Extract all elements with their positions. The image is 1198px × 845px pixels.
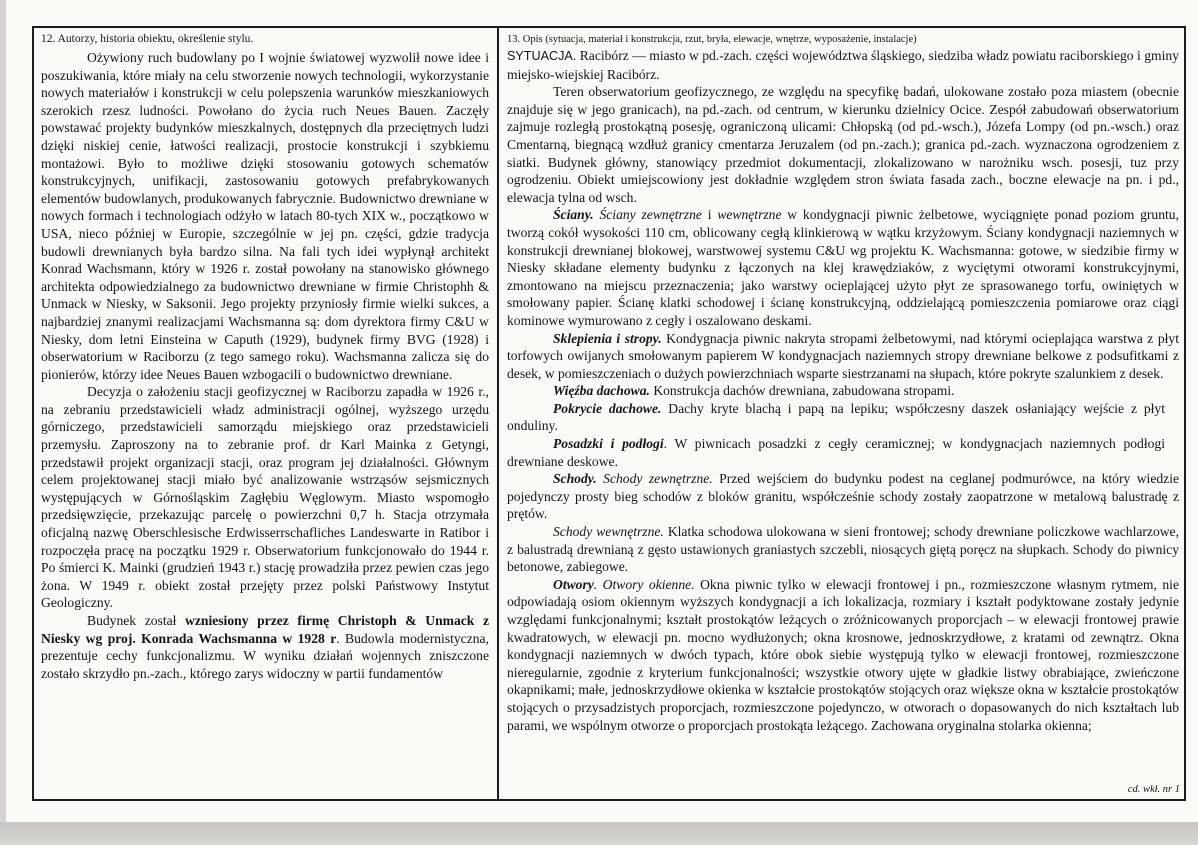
- roof-label: Pokrycie dachowe.: [553, 400, 662, 416]
- paragraph-building-rest: . Budowla modernistyczna, prezentuje cechy funkcjonalizmu. W wyniku działań wojennych zniszczone zostało skrzydło pn.-zach., którego zarys widoczny w partii fundamentów: [41, 630, 489, 681]
- situation-label: SYTUACJA.: [507, 49, 577, 63]
- continuation-note: cd. wkł. nr 1: [1127, 784, 1180, 795]
- roof-paragraph: [507, 400, 1179, 435]
- paragraph-building: [41, 612, 489, 682]
- vaults-paragraph: [507, 330, 1179, 383]
- vaults-text: Kondygnacja piwnic nakryta stropami żelbetowymi, nad którymi ocieplająca warstwa z płyt torfowych owijanych smołowanym papierem W kondygnacjach naziemnych stropy drewniane belkowe z podsufitkami z desek, w pomieszczeniach o dużych powierzchniach wsparte siestrzanami na słupach, które pokryte szalunkiem z desek.: [507, 330, 1179, 381]
- section-header-12: 12. Autorzy, historia obiektu, określenie stylu.: [41, 33, 254, 45]
- walls-paragraph: [507, 206, 1179, 329]
- paragraph-neues-bauen: Ożywiony ruch budowlany po I wojnie światowej wyzwolił nowe idee i poszukiwania, które miały na celu stworzenie nowych technologii, wykorzystanie nowych materiałów i konstrukcji w celu polepszenia warunków mieszkaniowych szerokich rzesz ludności. Powołano do życia ruch Neues Bauen. Zaczęły powstawać projekty budynków mieszkalnych, dostępnych dla przeciętnych ludzi dzięki niskiej cenie, łatwości realizacji, prostocie konstrukcji i szybkiemu montażowi. Było to możliwe dzięki stosowaniu gotowych schematów konstrukcyjnych, unifikacji, zastosowaniu gotowych prefabrykowanych elementów budowlanych, produkowanych fabrycznie. Budownictwo drewniane w nowych formach i technologiach odżyło w latach 80-tych XIX w., początkowo w USA, nieco później w Europie, szczególnie w jej pn. części, gdzie tradycja budowli drewnianych była bardzo silna. Na fali tych idei wypłynął architekt Konrad Wachsmann, który w 1926 r. został powołany na stanowisko głównego architekta odpowiedzialnego za budownictwo drewniane w firmie Christophh & Unmack w Niesky, w Saksonii. Jego projekty przyniosły firmie wielki sukces, a najbardziej znanymi realizacjami Wachsmanna są: dom dyrektora firmy C&U w Niesky, dom letni Einsteina w Caputh (1929), budynek firmy BVG (1928) i obserwatorium w Raciborzu (z tego samego roku). Wachsmanna zalicza się do pionierów, którzy idee Neues Bauen wzbogacili o budownictwo drewniane.: [41, 50, 489, 382]
- walls-subheading: Ściany zewnętrzne: [599, 207, 702, 223]
- paragraph-station-founding: Decyzja o założeniu stacji geofizycznej w Raciborzu zapadła w 1926 r., na zebraniu przedstawicieli władz administracji ogólnej, wyższego urzędu górniczego, przedstawicieli samorządu miejskiego oraz przedstawicieli przemysłu. Zaproszony na to zebranie prof. dr Karl Mainka z Getyngi, przedstawił projekt organizacji stacji, oraz program jej działalności. Głównym celem projektowanej stacji miało być analizowanie wstrząsów sejsmicznych występujących w Górnośląskim Zagłębiu Węglowym. Miasto wspomogło przedsięwzięcie, przekazując parcelę o powierzchni 0,7 h. Stacja otrzymała oficjalną nazwę Oberschlesische Erdwisserrschafliches Landeswarte in Ratibor i rozpoczęła pracę na początku 1929 r. Obserwatorium funkcjonowało do 1944 r. Po śmierci K. Mainki (grudzień 1943 r.) stację prowadziła przez pewien czas jego żona. W 1949 r. obiekt został przejęty przez polski Państwowy Instytut Geologiczny.: [41, 384, 489, 611]
- openings-text: Okna piwnic tylko w elewacji frontowej i pn., rozmieszczone własnym rytmem, nie odpowiadają osiom okiennym wyższych kondygnacji a ich lokalizacja, rozmiary i kształt podyktowane zostały jedynie względami funkcjonalnymi; kształt prostokątów leżących o zróżnicowanych proporcjach – w elewacji frontowej prawie kwadratowych, w elewacji pn. mocno wydłużonych; okna krosnowe, jednoskrzydłowe, z kratami od zewnątrz. Okna kondygnacji naziemnych w dwóch typach, które obok siebie występują tylko w elewacji frontowej, rozmieszczone nieregularnie, zgodnie z kryterium funkcjonalności; wszystkie otwory ujęte w gładkie listwy obrabiające, zwieńczone okapnikami; małe, jednoskrzydłowe okienka w kształcie prostokątów stojących oraz większe okna w kształcie prostokątów stojących o przysadzistych proporcjach, rozmieszczone pojedynczo, w otworach o dopasowanych do nich kształtach lub parami, we wspólnym otworze o proporcjach prostokąta leżącego. Zachowana oryginalna stolarka okienna;: [507, 576, 1179, 733]
- form-frame: [32, 26, 1186, 801]
- openings-label: Otwory: [553, 576, 594, 592]
- site-paragraph: Teren obserwatorium geofizycznego, ze względu na specyfikę badań, ulokowane zostało poza miastem (obecnie znajduje się w jego granicach), na pd.-zach. od centrum, w kierunku dzielnicy Ocice. Zespół zabudowań obserwatorium zajmuje rozległą prostokątną posesję, ograniczoną ulicami: Chłopską (od pd.-wsch.), Józefa Lompy (od pn.-wsch.) oraz Cmentarną, biegnącą wzdłuż granicy cmentarza Jeruzalem (od pn.-zach.); granica pd.-zach. wyznaczona ogrodzeniem z siatki. Budynek główny, stanowiący przedmiot dokumentacji, zlokalizowano w narożniku wsch. posesji, tuz przy ogrodzeniu. Obiekt umiejscowiony jest dokładnie względem stron świata fasada zach., boczne elewacje na pn. i pd., elewacja tylna od wsch.: [507, 84, 1179, 205]
- stairs-paragraph: [507, 470, 1179, 523]
- column-history: [41, 32, 489, 682]
- vaults-label: Sklepienia i stropy.: [553, 330, 662, 346]
- stairs-subheading: Schody zewnętrzne.: [596, 471, 713, 487]
- stairs-interior-subheading: Schody wewnętrzne.: [553, 524, 664, 540]
- document-sheet: [6, 0, 1198, 822]
- floors-paragraph: [507, 435, 1179, 470]
- stairs-interior-text: Klatka schodowa ulokowana w sieni frontowej; schody drewniane policzkowe wachlarzowe, z balustradą drewnianą z gęsto ustawionych graniastych szczebli, niosących giętą poręcz na słupkach. Schody do piwnicy betonowe, zabiegowe.: [507, 524, 1179, 575]
- column-divider: [497, 28, 499, 799]
- truss-text: Konstrukcja dachów drewniana, zabudowana stropami.: [649, 383, 955, 399]
- roof-text: Dachy kryte blachą i papą na lepiku; współczesny daszek osłaniający wejście z płyt onduliny.: [507, 400, 1165, 434]
- walls-text: w kondygnacji piwnic żelbetowe, wyciągnięte ponad poziom gruntu, tworzą cokół wysokości 110 cm, oblicowany cegłą klinkierową w wątku krzyżowym. Ściany kondygnacji naziemnych w konstrukcji drewnianej blokowej, warstwowej systemu C&U wg projektu K. Wachsmanna: gotowe, w siedzibie firmy w Niesky składane elementy budynku z łączonych na klej krawędziaków, z wyciętymi otworami konstrukcyjnymi, zmontowano na miejscu przeznaczenia; jako warstwy ocieplającej użyto płyt ze sprasowanego torfu, owiniętych w smołowany papier. Ścianę klatki schodowej i ścianę konstrukcyjną, oddzielającą pomieszczenia pomiarowe oraz ciągi kominowe wymurowano z cegły i oszalowano deskami.: [507, 207, 1179, 328]
- walls-conjunction: i: [701, 207, 718, 223]
- stairs-label: Schody.: [553, 471, 597, 487]
- builder-attribution: wzniesiony przez firmę Christoph & Unmack z Niesky wg proj. Konrada Wachsmanna w 1928 r: [41, 613, 489, 646]
- situation-paragraph: [507, 47, 1179, 83]
- stairs-interior-paragraph: [507, 523, 1179, 576]
- situation-text: Racibórz — miasto w pd.-zach. części województwa śląskiego, siedziba władz powiatu raciborskiego i gminy miejsko-wiejskiej Racibórz.: [507, 48, 1179, 82]
- truss-paragraph: [507, 382, 1179, 400]
- section-header-13: 13. Opis (sytuacja, materiał i konstrukcja, rzut, bryła, elewacje, wnętrze, wyposażenie, instalacje): [507, 34, 917, 45]
- paragraph-building-lead: Budynek został: [87, 613, 186, 628]
- column-description: [507, 32, 1179, 734]
- walls-label: Ściany.: [553, 207, 594, 223]
- scan-bottom-edge: [0, 822, 1198, 845]
- openings-paragraph: [507, 576, 1179, 734]
- floors-label: Posadzki i podłogi: [553, 436, 664, 452]
- openings-subheading: . Otwory okienne.: [593, 576, 695, 592]
- truss-label: Więźba dachowa.: [553, 383, 650, 399]
- floors-text: . W piwnicach posadzki z cegły ceramicznej; w kondygnacjach naziemnych podłogi drewniane deskowe.: [507, 436, 1165, 469]
- walls-subheading-2: wewnętrzne: [717, 207, 782, 223]
- stairs-text: Przed wejściem do budynku podest na ceglanej podmurówce, na który wiedzie pojedynczy prosty bieg schodów z bloków granitu, współcześnie schody zostały zaopatrzone w metalową balustradę z prętów.: [507, 471, 1180, 522]
